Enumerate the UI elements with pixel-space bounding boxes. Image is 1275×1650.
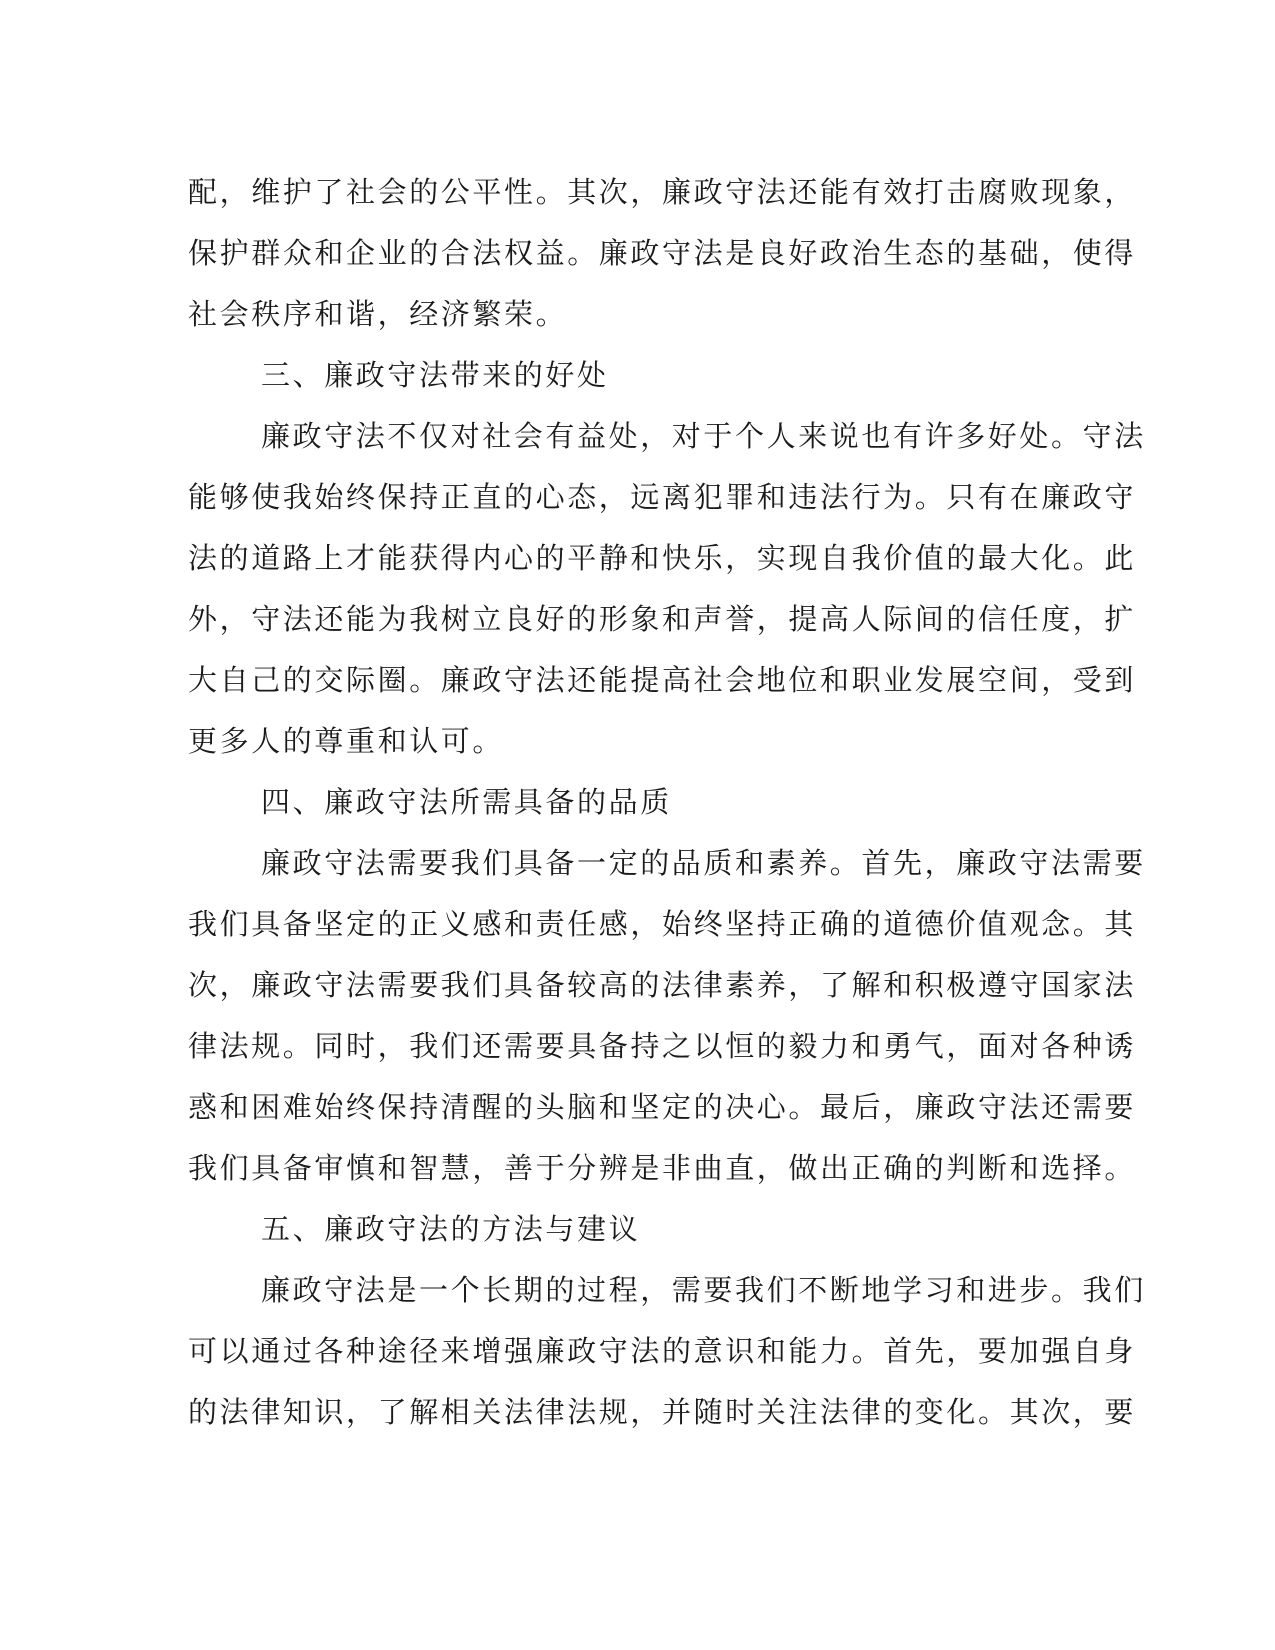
paragraph-line: 惑和困难始终保持清醒的头脑和坚定的决心。最后，廉政守法还需要 bbox=[188, 1090, 1137, 1124]
section-heading-3: 三、廉政守法带来的好处 bbox=[261, 358, 609, 392]
paragraph-line: 廉政守法需要我们具备一定的品质和素养。首先，廉政守法需要 bbox=[261, 846, 1146, 880]
document-body bbox=[188, 162, 1146, 1443]
paragraph-line: 配，维护了社会的公平性。其次，廉政守法还能有效打击腐败现象， bbox=[188, 175, 1137, 209]
paragraph-line: 律法规。同时，我们还需要具备持之以恒的毅力和勇气，面对各种诱 bbox=[188, 1029, 1137, 1063]
paragraph-line: 外，守法还能为我树立良好的形象和声誉，提高人际间的信任度，扩 bbox=[188, 602, 1137, 636]
paragraph-line: 大自己的交际圈。廉政守法还能提高社会地位和职业发展空间，受到 bbox=[188, 663, 1137, 697]
paragraph-line: 保护群众和企业的合法权益。廉政守法是良好政治生态的基础，使得 bbox=[188, 236, 1137, 270]
paragraph-line: 社会秩序和谐，经济繁荣。 bbox=[188, 297, 568, 331]
paragraph-line: 更多人的尊重和认可。 bbox=[188, 724, 505, 758]
paragraph-line: 可以通过各种途径来增强廉政守法的意识和能力。首先，要加强自身 bbox=[188, 1334, 1137, 1368]
paragraph-line: 能够使我始终保持正直的心态，远离犯罪和违法行为。只有在廉政守 bbox=[188, 480, 1137, 514]
paragraph-line: 法的道路上才能获得内心的平静和快乐，实现自我价值的最大化。此 bbox=[188, 541, 1137, 575]
paragraph-line: 廉政守法不仅对社会有益处，对于个人来说也有许多好处。守法 bbox=[261, 419, 1146, 453]
section-heading-4: 四、廉政守法所需具备的品质 bbox=[261, 785, 672, 819]
paragraph-line: 我们具备坚定的正义感和责任感，始终坚持正确的道德价值观念。其 bbox=[188, 907, 1137, 941]
section-heading-5: 五、廉政守法的方法与建议 bbox=[261, 1212, 641, 1246]
paragraph-line: 次，廉政守法需要我们具备较高的法律素养，了解和积极遵守国家法 bbox=[188, 968, 1137, 1002]
paragraph-line: 我们具备审慎和智慧，善于分辨是非曲直，做出正确的判断和选择。 bbox=[188, 1151, 1137, 1185]
paragraph-line: 的法律知识，了解相关法律法规，并随时关注法律的变化。其次，要 bbox=[188, 1395, 1137, 1429]
paragraph-line: 廉政守法是一个长期的过程，需要我们不断地学习和进步。我们 bbox=[261, 1273, 1146, 1307]
